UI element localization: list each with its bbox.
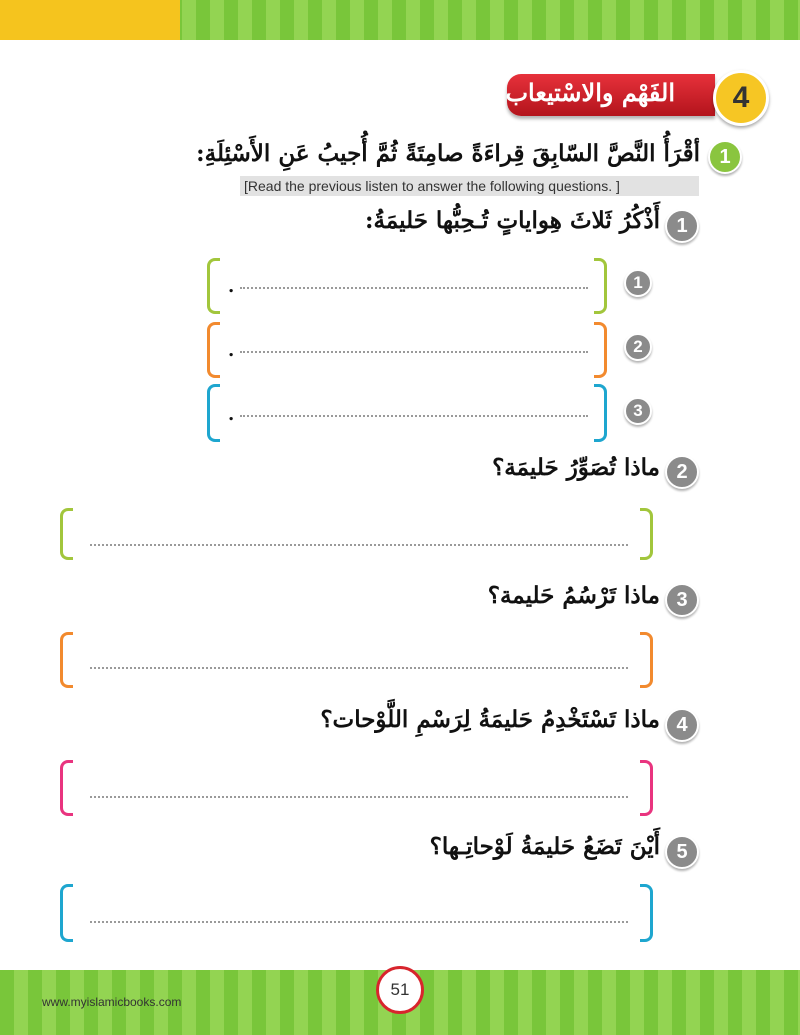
question-text: أَيْنَ تَضَعُ حَليمَةُ لَوْحاتِـها؟	[429, 833, 660, 860]
answer-bracket-left	[207, 384, 220, 442]
answer-line[interactable]	[90, 796, 628, 798]
instruction-text: أقْرَأُ النَّصَّ السّابِقَ قِراءَةً صامِتَةً ثُمَّ أُجيبُ عَنِ الأَسْئِلَةِ:	[196, 140, 700, 167]
question-text: أَذْكُرُ ثَلاثَ هِواياتٍ تُـحِبُّها حَليمَةُ:	[365, 207, 660, 234]
answer-bracket-right	[640, 760, 653, 816]
answer-period: .	[228, 340, 235, 361]
answer-line[interactable]	[240, 287, 588, 289]
answer-line[interactable]	[240, 415, 588, 417]
sub-item-badge: 2	[624, 333, 652, 361]
answer-line[interactable]	[90, 921, 628, 923]
answer-line[interactable]	[240, 351, 588, 353]
instruction-translation: [Read the previous listen to answer the following questions. ]	[240, 176, 699, 196]
question-number-badge: 1	[665, 209, 699, 243]
question-text: ماذا تَرْسُمُ حَليمة؟	[487, 582, 660, 609]
answer-bracket-left	[60, 884, 73, 942]
instruction-number-badge: 1	[708, 140, 742, 174]
question-text: ماذا تَسْتَخْدِمُ حَليمَةُ لِرَسْمِ اللَّوْحات؟	[320, 706, 660, 733]
answer-bracket-left	[60, 760, 73, 816]
answer-period: .	[228, 404, 235, 425]
section-title: الفَهْم والاسْتيعاب	[505, 78, 675, 107]
answer-bracket-right	[594, 258, 607, 314]
section-number-badge: 4	[713, 70, 769, 126]
answer-line[interactable]	[90, 544, 628, 546]
answer-bracket-left	[207, 322, 220, 378]
answer-bracket-left	[207, 258, 220, 314]
answer-bracket-left	[60, 508, 73, 560]
page-number: 51	[376, 966, 424, 1014]
answer-bracket-right	[594, 322, 607, 378]
question-number-badge: 3	[665, 583, 699, 617]
website-url[interactable]: www.myislamicbooks.com	[42, 995, 182, 1009]
question-number-badge: 4	[665, 708, 699, 742]
answer-bracket-right	[640, 632, 653, 688]
answer-line[interactable]	[90, 667, 628, 669]
answer-bracket-left	[60, 632, 73, 688]
answer-bracket-right	[594, 384, 607, 442]
question-number-badge: 5	[665, 835, 699, 869]
answer-period: .	[228, 276, 235, 297]
section-banner	[507, 74, 715, 116]
sub-item-badge: 3	[624, 397, 652, 425]
answer-bracket-right	[640, 884, 653, 942]
answer-bracket-right	[640, 508, 653, 560]
question-number-badge: 2	[665, 455, 699, 489]
question-text: ماذا تُصَوِّرُ حَليمَة؟	[492, 454, 660, 481]
top-yellow-block	[0, 0, 180, 40]
sub-item-badge: 1	[624, 269, 652, 297]
